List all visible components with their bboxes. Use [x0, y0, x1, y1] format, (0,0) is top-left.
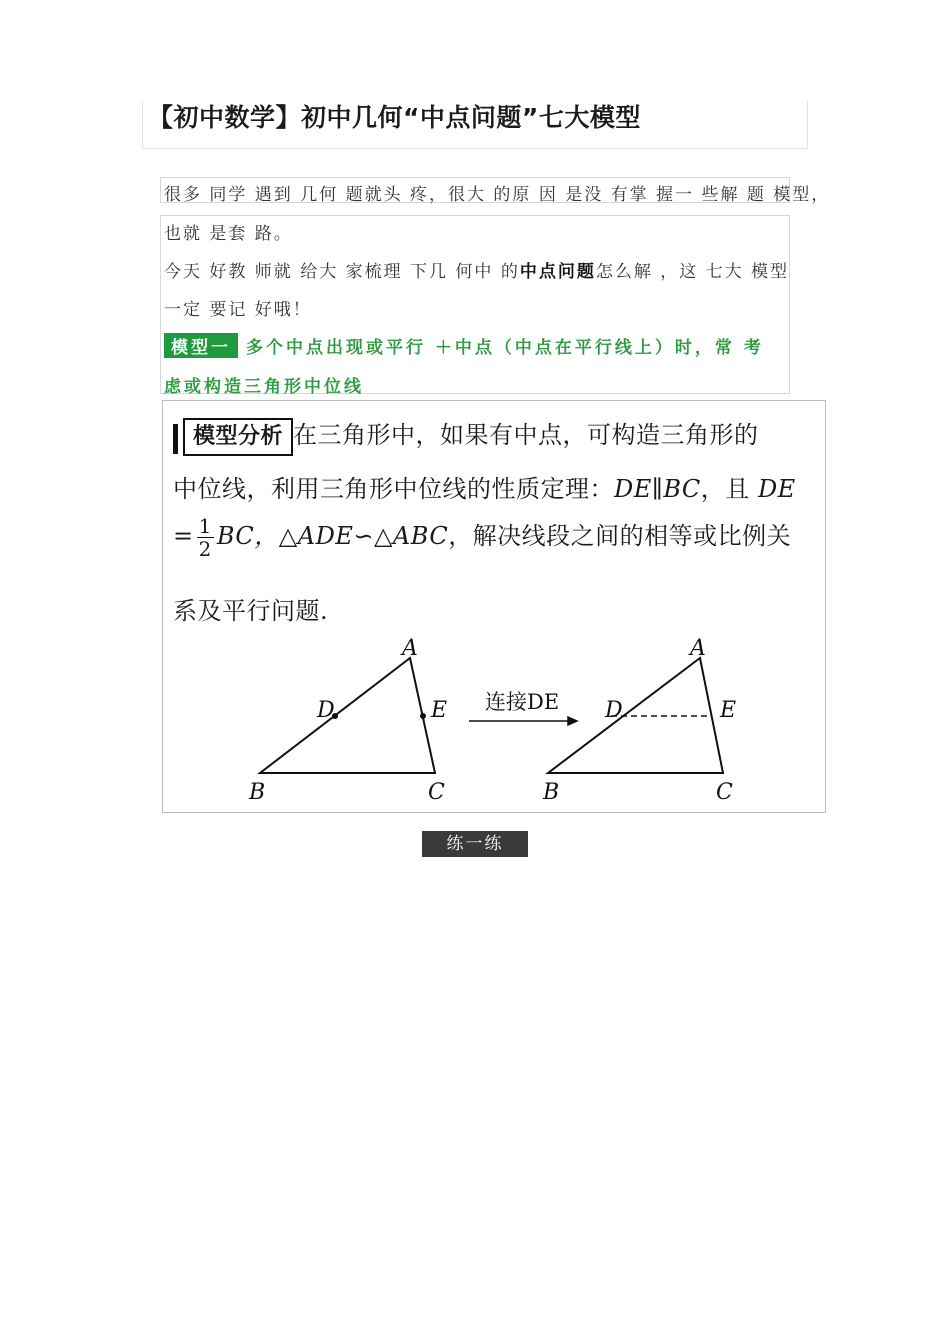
- right-label-b: B: [543, 780, 560, 805]
- figure-math-similar: BC，△ADE∽△ABC: [216, 522, 449, 550]
- intro-line-3: [164, 257, 789, 282]
- figure-text-3-post: ，解决线段之间的相等或比例关: [448, 522, 792, 550]
- arrow-icon: [469, 717, 577, 725]
- right-label-d: D: [605, 698, 623, 723]
- practice-button[interactable]: 练一练: [422, 831, 528, 857]
- model-tag: 模型一: [164, 333, 238, 358]
- intro-line-2: 也就 是套 路。: [164, 224, 293, 244]
- intro-line-1: 很多 同学 遇到 几何 题就头 疼，很大 的原 因 是没 有掌 握一 些解 题 模型，: [164, 185, 831, 205]
- model-heading-text-1: 多个中点出现或平行 ＋中点（中点在平行线上）时，常 考: [246, 338, 764, 358]
- arrow-label: 连接DE: [485, 690, 560, 714]
- left-label-e: E: [431, 698, 448, 723]
- left-triangle: [260, 658, 435, 773]
- model-heading-line-2: 虑或构造三角形中位线: [164, 377, 364, 397]
- analysis-tag: 模型分析: [183, 418, 293, 456]
- figure-text-2-pre: 中位线，利用三角形中位线的性质定理：: [173, 475, 614, 503]
- figure-eq: =: [173, 522, 194, 550]
- figure-line-4: 系及平行问题.: [173, 597, 329, 625]
- fraction-numerator: 1: [198, 514, 212, 538]
- right-label-c: C: [716, 780, 733, 805]
- left-label-d: D: [317, 698, 335, 723]
- left-label-b: B: [249, 780, 266, 805]
- model-analysis-figure: [162, 400, 826, 813]
- left-label-c: C: [428, 780, 445, 805]
- fraction-denominator: 2: [198, 537, 212, 561]
- page-title: 【初中数学】初中几何“中点问题”七大模型: [148, 103, 641, 132]
- figure-text-2-post: ，且: [700, 475, 758, 503]
- intro-keyword: 中点问题: [519, 262, 596, 282]
- right-label-e: E: [720, 698, 737, 723]
- model-heading-line-1: [164, 333, 764, 358]
- intro-line-3-pre: 今天 好教 师就 给大 家梳理 下几 何中 的: [164, 262, 520, 282]
- triangle-diagram: [163, 401, 825, 812]
- figure-text-1: 在三角形中，如果有中点，可构造三角形的: [293, 421, 759, 449]
- intro-line-3-post: 怎么解 ，这 七大 模型: [595, 262, 790, 282]
- figure-math-de: DE: [757, 475, 796, 503]
- figure-math-parallel: DE∥BC: [614, 475, 701, 503]
- left-label-a: A: [402, 636, 418, 661]
- midpoint-e-dot: [420, 713, 426, 719]
- intro-line-4: 一定 要记 好哦！: [164, 300, 312, 320]
- right-label-a: A: [690, 636, 706, 661]
